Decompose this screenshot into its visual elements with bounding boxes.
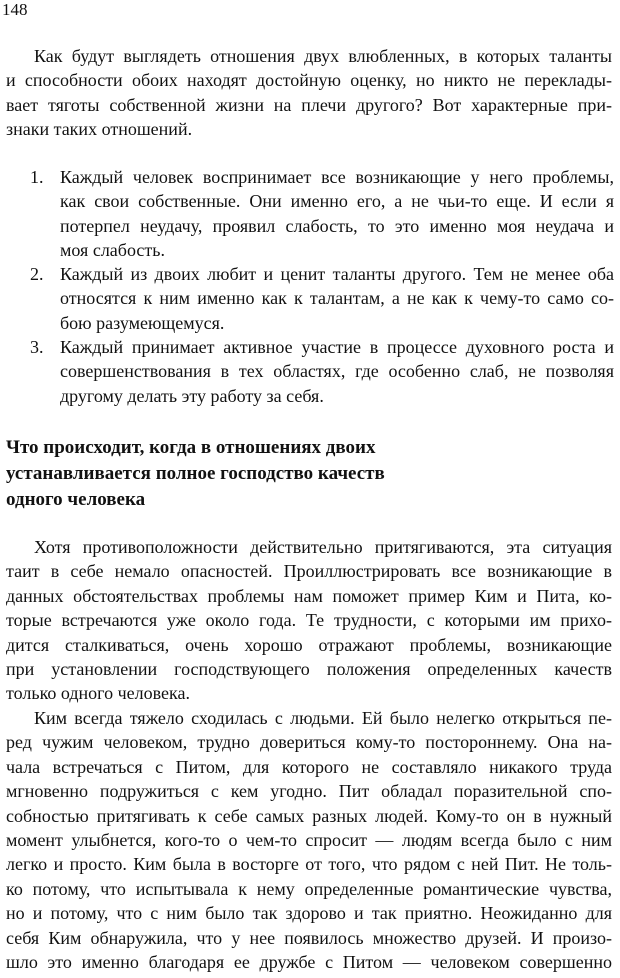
text-line: только одного человека. xyxy=(6,683,190,704)
text-line: ред чужим человеком, трудно довериться кому-то постороннему. Она на- xyxy=(6,732,612,753)
text-line: момент улыбнется, кого-то о чем-то спросит — людям всегда было с ним xyxy=(6,830,612,851)
text-line: но и потому, что с ним было так здорово и так приятно. Неожиданно для xyxy=(6,903,612,924)
text-line: Каждый человек воспринимает все возникающие у него проблемы, xyxy=(60,167,614,187)
text-line: вает тяготы собственной жизни на плечи другого? Вот характерные при- xyxy=(6,94,612,115)
body-paragraph-2 xyxy=(6,706,612,974)
text-line: торые встречаются уже около года. Те трудности, с которыми им прихо- xyxy=(6,610,612,631)
text-line: моя слабость. xyxy=(60,239,165,260)
page-number: 148 xyxy=(2,0,28,19)
intro-paragraph xyxy=(6,44,612,142)
text-line: собностью притягивать к себе самых разных людей. Кому-то он в нужный xyxy=(6,805,612,826)
section-heading xyxy=(6,435,612,513)
text-line: мгновенно подружиться с кем угодно. Пит обладал поразительной спо- xyxy=(6,781,612,802)
list-item xyxy=(30,165,614,262)
text-line: таит в себе немало опасностей. Проиллюстрировать все возникающие в xyxy=(6,561,612,582)
list-number: 3. xyxy=(30,337,44,358)
text-line: и способности обоих находят достойную оценку, но никто не переклады- xyxy=(6,70,612,91)
text-line: Как будут выглядеть отношения двух влюбленных, в которых таланты xyxy=(34,46,612,66)
text-line: знаки таких отношений. xyxy=(6,119,193,140)
text-line: легко и просто. Ким была в восторге от того, что рядом с ней Пит. Не толь- xyxy=(6,854,612,875)
text-line: при установлении господствующего положения определенных качеств xyxy=(6,659,612,680)
text-line: другому делать эту работу за себя. xyxy=(60,385,324,406)
text-line: Ким всегда тяжело сходилась с людьми. Ей было нелегко открыться пе- xyxy=(34,708,612,728)
list-item xyxy=(30,262,614,335)
list-item xyxy=(30,335,614,408)
text-line: дится сталкиваться, очень хорошо отражают проблемы, возникающие xyxy=(6,634,612,655)
text-line: относятся к ним именно как к талантам, а не как к чему-то само со- xyxy=(60,288,614,309)
heading-line: одного человека xyxy=(6,489,146,510)
text-line: данных обстоятельствах проблемы нам поможет пример Ким и Пита, ко- xyxy=(6,585,612,606)
list-number: 1. xyxy=(30,167,44,187)
text-line: Каждый из двоих любит и ценит таланты другого. Тем не менее оба xyxy=(60,264,614,285)
text-line: Каждый принимает активное участие в процессе духовного роста и xyxy=(60,337,614,358)
text-line: совершенствования в тех областях, где особенно слаб, не позволяя xyxy=(60,361,614,382)
text-line: себя Ким обнаружила, что у нее появилось множество друзей. И произо- xyxy=(6,927,612,948)
heading-line: Что происходит, когда в отношениях двоих xyxy=(6,437,376,458)
text-line: шло это именно благодаря ее дружбе с Питом — человеком совершенно xyxy=(6,952,612,973)
numbered-list xyxy=(30,165,614,408)
list-number: 2. xyxy=(30,264,44,285)
text-line: потерпел неудачу, проявил слабость, то это именно моя неудача и xyxy=(60,215,614,236)
text-line: бою разумеющемуся. xyxy=(60,312,225,333)
body-paragraph-1 xyxy=(6,535,612,706)
text-line: как свои собственные. Они именно его, а не чьи-то еще. И если я xyxy=(60,191,614,212)
text-line: ко потому, что испытывала к нему определенные романтические чувства, xyxy=(6,878,612,899)
text-line: чала встречаться с Питом, для которого не составляло никакого труда xyxy=(6,756,612,777)
heading-line: устанавливается полное господство качеств xyxy=(6,463,385,484)
text-line: Хотя противоположности действительно притягиваются, эта ситуация xyxy=(34,537,612,557)
